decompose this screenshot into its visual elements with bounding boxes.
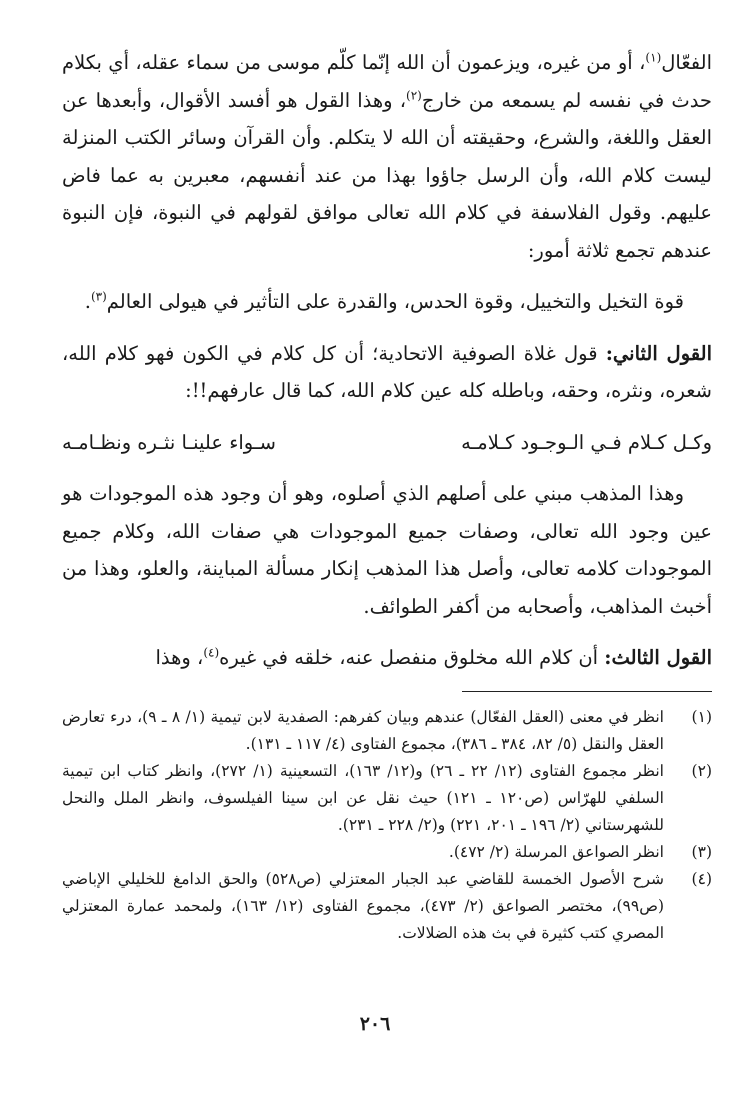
paragraph-2-end: .: [84, 290, 91, 313]
footnote-ref-4[interactable]: (٤): [203, 645, 220, 660]
footnote-2: [62, 758, 712, 839]
opinion-3-text: أن كلام الله مخلوق منفصل عنه، خلقه في غيره: [219, 646, 599, 669]
opinion-2-heading: القول الثاني:: [605, 341, 712, 365]
footnote-number: (٣): [691, 842, 712, 861]
opinion-2: [62, 335, 712, 410]
page-number: ٢٠٦: [359, 1013, 391, 1035]
footnote-number: (٢): [691, 761, 712, 780]
paragraph-1: [62, 44, 712, 269]
poem-verse: [62, 424, 712, 462]
opinion-3-heading: القول الثالث:: [604, 646, 712, 669]
footnote-text: انظر الصواعق المرسلة (٢/ ٤٧٢).: [448, 842, 664, 861]
paragraph-2-text: قوة التخيل والتخييل، وقوة الحدس، والقدرة على التأثير في هيولى العالم: [106, 290, 684, 313]
footnote-number: (٤): [691, 869, 712, 888]
paragraph-1-part-a: الفعّال: [661, 51, 712, 74]
footnote-3: [62, 839, 712, 866]
footnote-1: [62, 704, 712, 758]
opinion-3-text-end: ، وهذا: [155, 646, 204, 669]
opinion-3: [62, 639, 712, 677]
paragraph-3: وهذا المذهب مبني على أصلهم الذي أصلوه، وهو أن وجود هذه الموجودات هو عين وجود الله تعالى، وصفات جميع الموجودات هي صفات الله، وكلام جميع الموجودات كلامه تعالى، وأصل هذا المذهب إنكار مسألة المباينة، والعلو، وهذا من أخبث المذاهب، وأصحابه من أكفر الطوائف.: [62, 482, 712, 618]
paragraph-1-part-b: ، أو من غيره، ويزعمون أن الله إنّما كلّم موسى من سماء عقله، أي بكلام حدث في نفسه لم يسمعه من خارج: [62, 51, 712, 112]
footnote-text: انظر في معنى (العقل الفعّال) عندهم وبيان كفرهم: الصفدية لابن تيمية (١/ ٨ ـ ٩)، درء تعارض العقل والنقل (٥/ ٨٢، ٣٨٤ ـ ٣٨٦)، مجموع الفتاوى (٤/ ١١٧ ـ ١٣١).: [62, 707, 664, 753]
paragraph-2: [62, 283, 712, 321]
footnote-separator: [462, 691, 712, 692]
footnote-4: [62, 866, 712, 947]
footnote-text: شرح الأصول الخمسة للقاضي عبد الجبار المعتزلي (ص٥٢٨) والحق الدامغ للخليلي الإباضي (ص٩٩)، مختصر الصواعق (٢/ ٤٧٣)، مجموع الفتاوى (١٢/ ١٦٣)، ولمحمد عمارة المعتزلي المصري كتب كثيرة في بث هذه الضلالات.: [62, 869, 664, 942]
poem-second-hemistich: سـواء علينـا نثـره ونظـامـه: [62, 430, 276, 454]
opinion-2-text: قول غلاة الصوفية الاتحادية؛ أن كل كلام في الكون فهو كلام الله، شعره، ونثره، وحقه، وباطله كله عين كلام الله، كما قال عارفهم!!:: [62, 341, 712, 402]
footnotes: [62, 704, 712, 947]
poem-first-hemistich: وكـل كـلام فـي الـوجـود كـلامـه: [461, 430, 712, 454]
footnote-text: انظر مجموع الفتاوى (١٢/ ٢٢ ـ ٢٦) و(١٢/ ١٦٣)، التسعينية (١/ ٢٧٢)، وانظر كتاب ابن تيمية السلفي للهرّاس (ص١٢٠ ـ ١٢١) حيث نقل عن ابن سينا الفيلسوف، وانظر الملل والنحل للشهرستاني (٢/ ١٩٦ ـ ٢٠١، ٢٢١) و(٢/ ٢٢٨ ـ ٢٣١).: [62, 761, 664, 834]
footnote-ref-1[interactable]: (١): [645, 50, 662, 65]
paragraph-1-part-c: ، وهذا القول هو أفسد الأقوال، وأبعدها عن العقل واللغة، والشرع، وحقيقته أن الله لا يتكلم. وأن القرآن وسائر الكتب المنزلة ليست كلام الله، وأن الرسل جاؤوا بهذا من عند أنفسهم، معبرين به عما فاض عليهم. وقول الفلاسفة في كلام الله تعالى موافق لقولهم في النبوة، فإن النبوة عندهم تجمع ثلاثة أمور:: [62, 88, 712, 262]
footnote-ref-2[interactable]: (٢): [406, 88, 422, 102]
footnote-ref-3[interactable]: (٣): [90, 289, 107, 304]
page-content: [62, 44, 712, 947]
footnote-number: (١): [691, 707, 712, 726]
